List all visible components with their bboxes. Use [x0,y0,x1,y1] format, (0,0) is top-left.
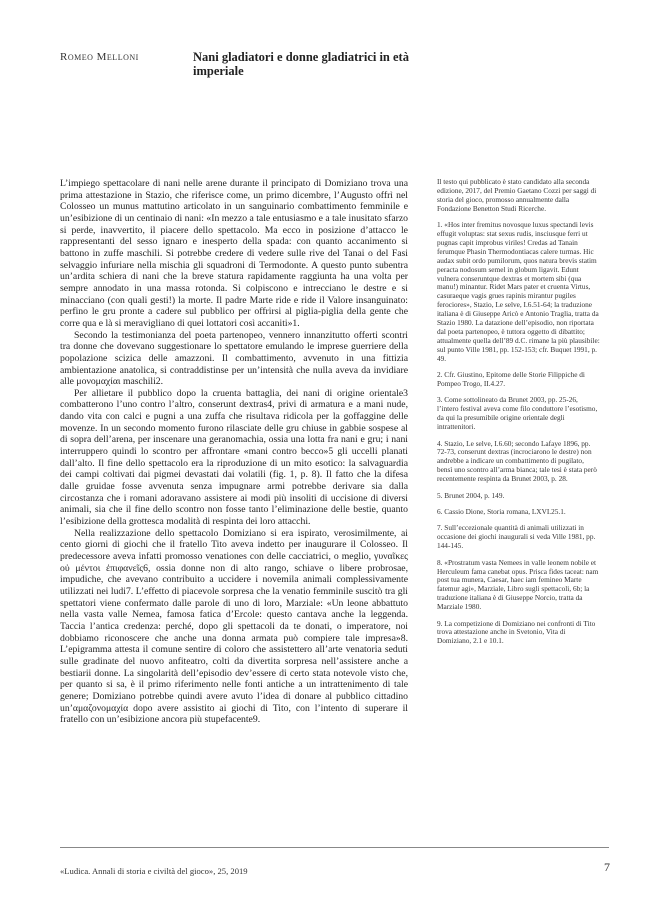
body-paragraph: Per allietare il pubblico dopo la cruenta battaglia, dei nani di origine orientale3 combatterono l’uno contro l’altro, conserunt dextras4, privi di armatura e a mani nude, dando vita con calci e pugni a una zuffa che risultava ridicola per la goffaggine delle movenze. In un secondo momento furono rilasciate delle gru chiuse in gabbie sospese al di sopra dell’arena, per inscenare una geranomachia, ossia una lotta fra nani e gru; i nani interruppero quindi lo scontro per affrontare «mani contro becco»5 gli uccelli planati dall’alto. Il fine dello spettacolo era la riproduzione di un mito esotico: la salvaguardia dei campi coltivati dai pigmei devastati dai volatili (fig. 1, p. 8). Il fatto che la difesa dalle gruidae fosse avvenuta senza impugnare armi potrebbe derivare sia dalla circostanza che i romani adoravano assistere ai modi più insoliti di uccisione di diversi animali, sia che il fine dello scontro non fosse tanto l’eliminazione delle bestie, quanto l’esibizione della grottesca modalità di respinta dei loro attacchi. [60,387,408,528]
body-paragraph: Nella realizzazione dello spettacolo Domiziano si era ispirato, verosimilmente, ai cento giorni di giochi che il fratello Tito aveva indetto per inaugurare il Colosseo. Il predecessore aveva infatti promosso venationes con delle cacciatrici, o meglio, γυναῖκες οὐ μέντοι ἐπιφανεῖς6, ossia donne non di alto rango, schiave o libere probrosae, impudiche, che avevano contribuito a uccidere i novemila animali complessivamente utilizzati nei ludi7. L’effetto di piacevole sorpresa che la venatio femminile suscitò tra gli spettatori viene confermato dalle parole di uno di loro, Marziale: «Un leone abbattuto nella vasta valle Nemea, famosa fatica d’Ercole: questo cantava anche la leggenda. Taccia l’antica credenza: perché, dopo gli spettacoli da te donati, o imperatore, noi dobbiamo riconoscere che anche una donna armata può compiere tale impresa»8. L’epigramma attesta il comune sentire di coloro che assistettero all’arte venatoria seduti sulle gradinate del nuovo anfiteatro, colti da divertita sorpresa nell’assistere anche a bestiarii donne. La singolarità dell’episodio dev’essere di certo stata notevole visto che, per quanto si sa, è il primo riferimento nelle fonti antiche a un intrattenimento di tale genere; Domiziano potrebbe quindi avere avuto l’idea di donare al pubblico cittadino un’αμαζονομαχία dopo avere assistito ai giochi di Tito, con l’intento di superare il fratello con un’esibizione ancora più stupefacente9. [60,527,408,726]
footnote-1: 1. «Hos inter fremitus novosque luxus spectandi levis effugit voluptas: stat sexus rudis, insciusque ferri ut pugnas capit improbus viriles! Credas ad Tanain ferumque Phasin Thermodontiacas calere turmas. Hic audax subit ordo pumilorum, quos natura brevis statim peracta nodosum semel in globum ligavit. Edunt vulnera conseruntque dextras et mortem sibi (qua manu!) minantur. Ridet Mars pater et cruenta Virtus, casuraeque vagis grues rapinis mirantur pugiles ferociores», Stazio, Le selve, I.6.51-64; la traduzione italiana è di Giuseppe Aricò e Antonio Traglia, tratta da Stazio 1980. La datazione dell’episodio, non riportata dal poeta partenopeo, è tuttora oggetto di dibattito; attualmente quella dell’89 d.C. rimane la più plausibile: sul punto Ville 1981, pp. 152-153; cfr. Buquet 1991, p. 49. [437,220,600,363]
footnote-5: 5. Brunet 2004, p. 149. [437,490,505,500]
footer-divider [60,847,609,848]
footnote-4: 4. Stazio, Le selve, I.6.60; secondo Lafaye 1896, pp. 72-73, conserunt dextras (incrociarono le destre) non andrebbe a indicare un combattimento di pugilato, bensì uno scontro all’arma bianca; tale tesi è stata però recentemente respinta da Brunet 2003, p. 28. [437,438,597,484]
footnote-2: 2. Cfr. Giustino, Epitome delle Storie Filippiche di Pompeo Trogo, II.4.27. [437,370,585,389]
page-number: 7 [604,860,610,874]
body-paragraph: L’impiego spettacolare di nani nelle arene durante il principato di Domiziano trova una prima attestazione in Stazio, che riferisce come, un primo dicembre, l’Augusto offrì nel Colosseo un munus mattutino articolato in un sanguinario combattimento femminile e un’esibizione di un centinaio di nani: «In mezzo a tale entusiasmo e a tale inusitato sfarzo si perde, inavvertito, il piacere dello spettacolo. Ma ecco in posizione d’attacco le rappresentanti del sesso ignaro e inesperto della spada: con quanto accanimento si battono in zuffe maschili. Si potrebbe credere di vedere sulle rive del Tanai o del Fasi selvaggio infuriare nella mischia gli squadroni di Termodonte. A questo punto subentra un’ardita schiera di nani che la breve statura rapidamente raggiunta ha una volta per sempre annodato in una massa rotonda. Si colpiscono e intrecciano le destre e si minacciano (con quali gesti!) la morte. Il padre Marte ride e ride il Valore insanguinato: perfino le gru pronte a cadere sul pubblico per offrirsi al piglia-piglia della gente che corre qua e là si meravigliano di quei lottatori così accaniti»1. [60,178,408,329]
body-paragraph: Secondo la testimonianza del poeta partenopeo, vennero innanzitutto offerti scontri tra donne che dovevano suggestionare lo spettatore emulando le imprese guerriere della popolazione scizica delle amazzoni. Il combattimento, avvenuto in una fittizia ambientazione anatolica, si contraddistinse per un’intensità che nulla aveva da invidiare alle μονομαχίαι maschili2. [60,329,408,388]
article-title: Nani gladiatori e donne gladiatrici in età imperiale [193,50,409,78]
footnote-intro: Il testo qui pubblicato è stato candidato alla seconda edizione, 2017, del Premio Gaetano Cozzi per saggi di storia del gioco, promosso annualmente dalla Fondazione Benetton Studi Ricerche. [437,177,597,213]
footnotes-column [437,178,600,654]
footnote-6: 6. Cassio Dione, Storia romana, LXVI.25.1. [437,507,566,516]
main-text-column [60,178,408,726]
footnote-8: 8. «Prostratum vasta Nemees in valle leonem nobile et Herculeum fama canebat opus. Prisca fides taceat: nam post tua munera, Caesar, haec iam femineo Marte fatemur agi», Marziale, Libro sugli spettacoli, 6b; la traduzione italiana è di Giuseppe Norcio, tratta da Marziale 1980. [437,557,599,612]
journal-citation: «Ludica. Annali di storia e civiltà del gioco», 25, 2019 [60,866,248,876]
running-head-author: Romeo Melloni [60,51,139,63]
footnote-3: 3. Come sottolineato da Brunet 2003, pp. 25-26, l’intero festival aveva come filo conduttore l’esotismo, da qui la presumibile origine orientale degli intrattenitori. [437,395,598,432]
footnote-7: 7. Sull’eccezionale quantità di animali utilizzati in occasione dei giochi inaugurali si veda Ville 1981, pp. 144-145. [437,523,596,551]
footnote-9: 9. La competizione di Domiziano nei confronti di Tito trova attestazione anche in Svetonio, Vita di Domiziano, 2.1 e 10.1. [437,618,596,646]
